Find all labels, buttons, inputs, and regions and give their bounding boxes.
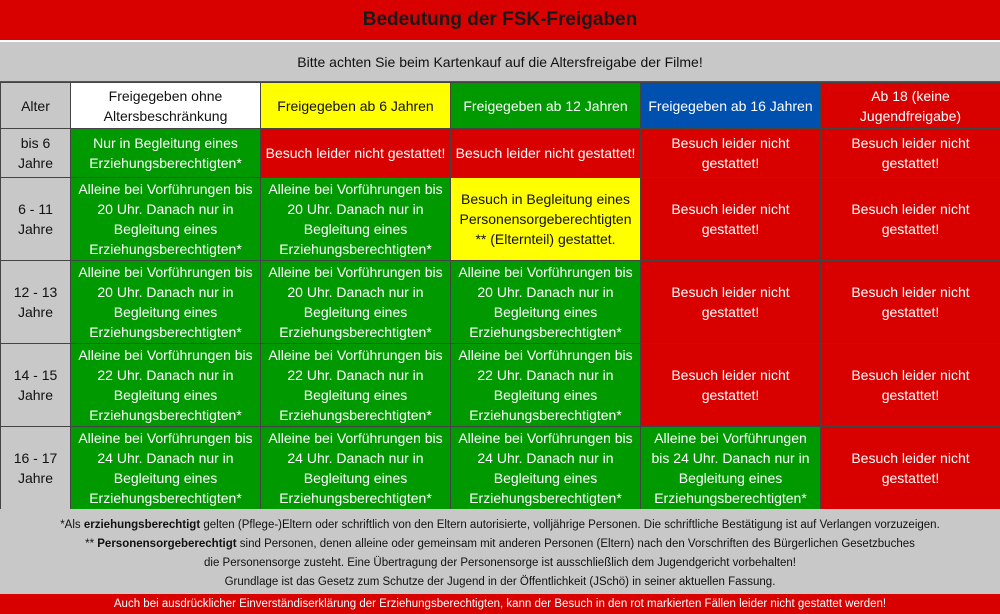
footnote-marker: *Als [60,519,81,531]
column-header-fsk0: Freigegeben ohne Altersbeschränkung [71,83,261,129]
column-header-fsk6: Freigegeben ab 6 Jahren [261,83,451,129]
table-row [1,261,1000,344]
table-cell: Besuch leider nicht gestattet! [261,129,451,178]
table-cell: Alleine bei Vorführungen bis 24 Uhr. Danach nur in Begleitung eines Erziehungsberechtigten* [451,427,641,510]
column-header-fsk16: Freigegeben ab 16 Jahren [641,83,821,129]
footnote-line-3: die Personensorge zusteht. Eine Übertragung der Personensorge ist ausschließlich dem Jugendgericht vorbehalten! [204,557,796,569]
table-row [1,178,1000,261]
footnote-legal-basis: Grundlage ist das Gesetz zum Schutze der Jugend in der Öffentlichkeit (JSchö) in seiner aktuellen Fassung. [224,576,776,588]
table-cell: Besuch leider nicht gestattet! [821,178,1000,261]
table-cell: Alleine bei Vorführungen bis 20 Uhr. Danach nur in Begleitung eines Erziehungsberechtigten* [451,261,641,344]
table-cell: Alleine bei Vorführungen bis 22 Uhr. Danach nur in Begleitung eines Erziehungsberechtigten* [451,344,641,427]
table-cell: Alleine bei Vorführungen bis 20 Uhr. Danach nur in Begleitung eines Erziehungsberechtigten* [261,178,451,261]
table-header-row [1,83,1000,129]
footnotes [0,509,1000,594]
table-cell: Besuch leider nicht gestattet! [821,344,1000,427]
row-header-age: 16 - 17 Jahre [1,427,71,510]
column-header-fsk18: Ab 18 (keine Jugendfreigabe) [821,83,1000,129]
row-header-age: 6 - 11 Jahre [1,178,71,261]
row-header-age: 12 - 13 Jahre [1,261,71,344]
table-cell: Alleine bei Vorführungen bis 20 Uhr. Danach nur in Begleitung eines Erziehungsberechtigten* [261,261,451,344]
table-cell: Alleine bei Vorführungen bis 22 Uhr. Danach nur in Begleitung eines Erziehungsberechtigten* [71,344,261,427]
footnote-text: sind Personen, denen alleine oder gemeinsam mit anderen Personen (Eltern) nach den Vorschriften des Bürgerlichen Gesetzbuches [239,538,915,550]
footnote-personensorgeberechtigt [0,535,1000,554]
table-cell: Alleine bei Vorführungen bis 22 Uhr. Danach nur in Begleitung eines Erziehungsberechtigten* [261,344,451,427]
column-header-fsk12: Freigegeben ab 12 Jahren [451,83,641,129]
fsk-table [0,82,1000,510]
table-cell: Alleine bei Vorführungen bis 20 Uhr. Danach nur in Begleitung eines Erziehungsberechtigten* [71,261,261,344]
footnote-text: gelten (Pflege-)Eltern oder schriftlich von den Eltern autorisierte, volljährige Personen. Die schriftliche Bestätigung ist auf Verlangen vorzuzeigen. [203,519,940,531]
page-title: Bedeutung der FSK-Freigaben [0,0,1000,42]
table-cell: Besuch leider nicht gestattet! [451,129,641,178]
table-cell: Besuch leider nicht gestattet! [641,344,821,427]
footnote-marker: ** [85,538,95,550]
footnote-erziehungsberechtigt [0,516,1000,535]
table-cell: Besuch in Begleitung eines Personensorgeberechtigten ** (Elternteil) gestattet. [451,178,641,261]
bottom-notice: Auch bei ausdrücklicher Einverständiserklärung der Erziehungsberechtigten, kann der Besuch in den rot markierten Fällen leider nicht gestattet werden! [0,594,1000,614]
page-subtitle: Bitte achten Sie beim Kartenkauf auf die Altersfreigabe der Filme! [0,42,1000,82]
corner-cell-age: Alter [1,83,71,129]
table-cell: Alleine bei Vorführungen bis 24 Uhr. Danach nur in Begleitung eines Erziehungsberechtigten* [71,427,261,510]
table-cell: Besuch leider nicht gestattet! [821,129,1000,178]
table-cell: Besuch leider nicht gestattet! [821,427,1000,510]
table-cell: Besuch leider nicht gestattet! [641,261,821,344]
table-cell: Besuch leider nicht gestattet! [821,261,1000,344]
table-row [1,344,1000,427]
footnote-term: Personensorgeberechtigt [97,538,237,550]
row-header-age: 14 - 15 Jahre [1,344,71,427]
table-cell: Besuch leider nicht gestattet! [641,178,821,261]
table-cell: Alleine bei Vorführungen bis 24 Uhr. Danach nur in Begleitung eines Erziehungsberechtigten* [641,427,821,510]
table-row [1,427,1000,510]
table-cell: Nur in Begleitung eines Erziehungsberechtigten* [71,129,261,178]
row-header-age: bis 6 Jahre [1,129,71,178]
table-cell: Besuch leider nicht gestattet! [641,129,821,178]
table-cell: Alleine bei Vorführungen bis 20 Uhr. Danach nur in Begleitung eines Erziehungsberechtigten* [71,178,261,261]
table-row [1,129,1000,178]
table-cell: Alleine bei Vorführungen bis 24 Uhr. Danach nur in Begleitung eines Erziehungsberechtigten* [261,427,451,510]
footnote-term: erziehungsberechtigt [83,519,201,531]
